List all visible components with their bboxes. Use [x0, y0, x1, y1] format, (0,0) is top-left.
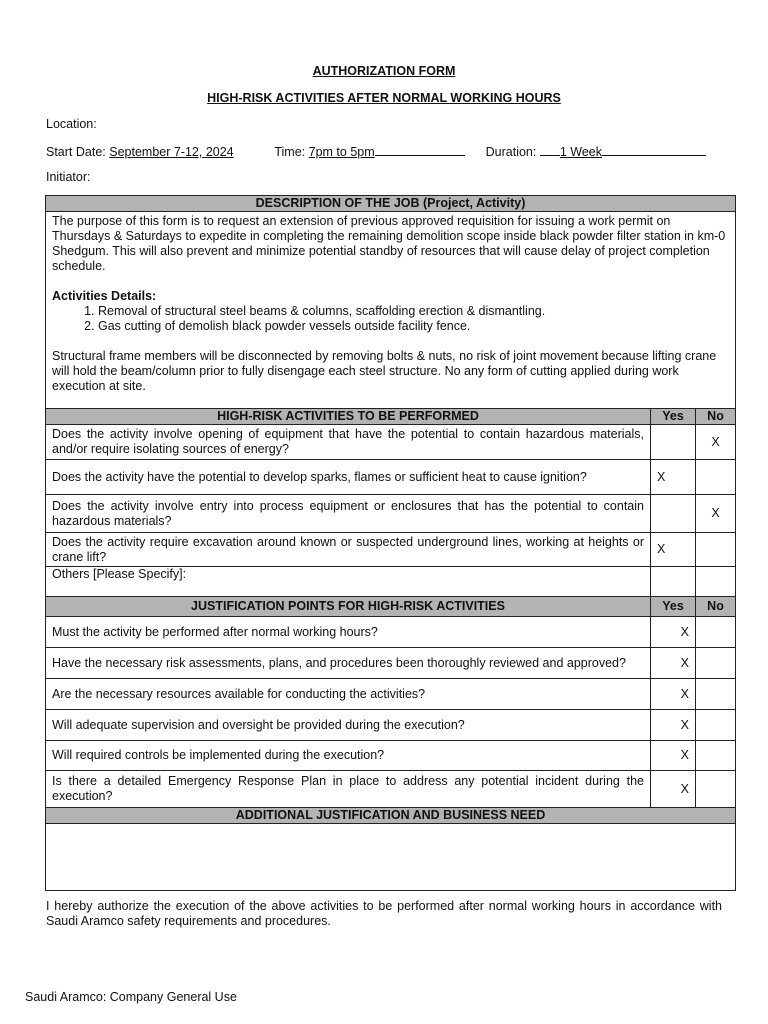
justification-no-cell[interactable]	[696, 771, 736, 808]
justification-yes-cell[interactable]: X	[651, 617, 696, 648]
authorization-table	[45, 195, 736, 891]
description-row	[46, 212, 736, 409]
table-row	[46, 648, 736, 679]
justification-no-header: No	[696, 597, 736, 617]
description-paragraph-1: The purpose of this form is to request an extension of previous approved requisition for issuing a work permit on Thursdays & Saturdays to expedite in completing the remaining demolition scope inside black powder filter station in km-0 Shedgum. This will also prevent and minimize potential standby of resources that will cause delay of project completion schedule.	[52, 214, 726, 273]
high-risk-question: Others [Please Specify]:	[46, 567, 651, 597]
high-risk-no-cell[interactable]	[696, 460, 736, 495]
footer-classification: Saudi Aramco: Company General Use	[25, 990, 237, 1004]
activities-title: Activities Details:	[52, 289, 157, 303]
high-risk-no-header: No	[696, 409, 736, 425]
justification-header: JUSTIFICATION POINTS FOR HIGH-RISK ACTIVITIES	[46, 597, 651, 617]
activity-item: 2. Gas cutting of demolish black powder vessels outside facility fence.	[98, 319, 729, 334]
description-cell	[46, 212, 736, 409]
high-risk-header: HIGH-RISK ACTIVITIES TO BE PERFORMED	[46, 409, 651, 425]
table-row	[46, 771, 736, 808]
high-risk-question: Does the activity require excavation around known or suspected underground lines, working at heights or crane lift?	[46, 533, 651, 567]
time-value[interactable]: 7pm to 5pm	[308, 145, 375, 159]
location-line	[46, 117, 97, 131]
form-title: AUTHORIZATION FORM	[312, 64, 456, 78]
table-row	[46, 533, 736, 567]
start-date-label: Start Date:	[46, 145, 106, 159]
justification-question: Must the activity be performed after normal working hours?	[46, 617, 651, 648]
location-label: Location:	[46, 117, 97, 131]
justification-no-cell[interactable]	[696, 648, 736, 679]
additional-row	[46, 824, 736, 891]
table-row	[46, 741, 736, 771]
table-row	[46, 710, 736, 741]
description-header-row	[46, 196, 736, 212]
justification-question: Are the necessary resources available for conducting the activities?	[46, 679, 651, 710]
high-risk-yes-cell[interactable]	[651, 495, 696, 533]
start-date-value[interactable]: September 7-12, 2024	[109, 145, 234, 159]
high-risk-yes-header: Yes	[651, 409, 696, 425]
high-risk-yes-cell[interactable]: X	[651, 460, 696, 495]
justification-question: Have the necessary risk assessments, plans, and procedures been thoroughly reviewed and approved?	[46, 648, 651, 679]
high-risk-question: Does the activity have the potential to develop sparks, flames or sufficient heat to cause ignition?	[46, 460, 651, 495]
description-paragraph-2: Structural frame members will be disconnected by removing bolts & nuts, no risk of joint movement because lifting crane will hold the beam/column prior to fully disengage each steel structure. No any form of cutting applied during work execution at site.	[52, 349, 717, 393]
time-label: Time:	[274, 145, 306, 159]
high-risk-no-cell[interactable]	[696, 567, 736, 597]
justification-question: Will required controls be implemented during the execution?	[46, 741, 651, 771]
table-row	[46, 617, 736, 648]
high-risk-question: Does the activity involve entry into process equipment or enclosures that has the potential to contain hazardous materials?	[46, 495, 651, 533]
high-risk-yes-cell[interactable]: X	[651, 533, 696, 567]
justification-yes-cell[interactable]: X	[651, 679, 696, 710]
high-risk-question: Does the activity involve opening of equipment that have the potential to contain hazardous materials, and/or require isolating sources of energy?	[46, 425, 651, 460]
high-risk-yes-cell[interactable]	[651, 567, 696, 597]
table-row	[46, 567, 736, 597]
authorization-statement: I hereby authorize the execution of the above activities to be performed after normal working hours in accordance with Saudi Aramco safety requirements and procedures.	[46, 899, 722, 928]
additional-header-row	[46, 808, 736, 824]
description-header: DESCRIPTION OF THE JOB (Project, Activity)	[46, 196, 736, 212]
initiator-label: Initiator:	[46, 170, 91, 184]
high-risk-no-cell[interactable]	[696, 533, 736, 567]
table-row	[46, 425, 736, 460]
justification-yes-cell[interactable]: X	[651, 741, 696, 771]
duration-label: Duration:	[485, 145, 537, 159]
high-risk-header-row	[46, 409, 736, 425]
justification-header-row	[46, 597, 736, 617]
justification-question: Is there a detailed Emergency Response Plan in place to address any potential incident during the execution?	[46, 771, 651, 808]
additional-content[interactable]	[46, 824, 736, 891]
activity-item: 1. Removal of structural steel beams & columns, scaffolding erection & dismantling.	[98, 304, 729, 319]
justification-no-cell[interactable]	[696, 617, 736, 648]
activities-list	[52, 304, 729, 334]
high-risk-yes-cell[interactable]	[651, 425, 696, 460]
initiator-line	[46, 170, 90, 184]
table-row	[46, 495, 736, 533]
justification-yes-cell[interactable]: X	[651, 648, 696, 679]
justification-no-cell[interactable]	[696, 679, 736, 710]
high-risk-no-cell[interactable]: X	[696, 425, 736, 460]
justification-yes-cell[interactable]: X	[651, 710, 696, 741]
justification-yes-header: Yes	[651, 597, 696, 617]
high-risk-no-cell[interactable]: X	[696, 495, 736, 533]
additional-header: ADDITIONAL JUSTIFICATION AND BUSINESS NEED	[46, 808, 736, 824]
schedule-line	[46, 144, 726, 159]
form-subtitle: HIGH-RISK ACTIVITIES AFTER NORMAL WORKING HOURS	[207, 91, 561, 105]
justification-no-cell[interactable]	[696, 710, 736, 741]
table-row	[46, 679, 736, 710]
justification-no-cell[interactable]	[696, 741, 736, 771]
table-row	[46, 460, 736, 495]
justification-yes-cell[interactable]: X	[651, 771, 696, 808]
justification-question: Will adequate supervision and oversight be provided during the execution?	[46, 710, 651, 741]
duration-value[interactable]: 1 Week	[559, 145, 602, 159]
